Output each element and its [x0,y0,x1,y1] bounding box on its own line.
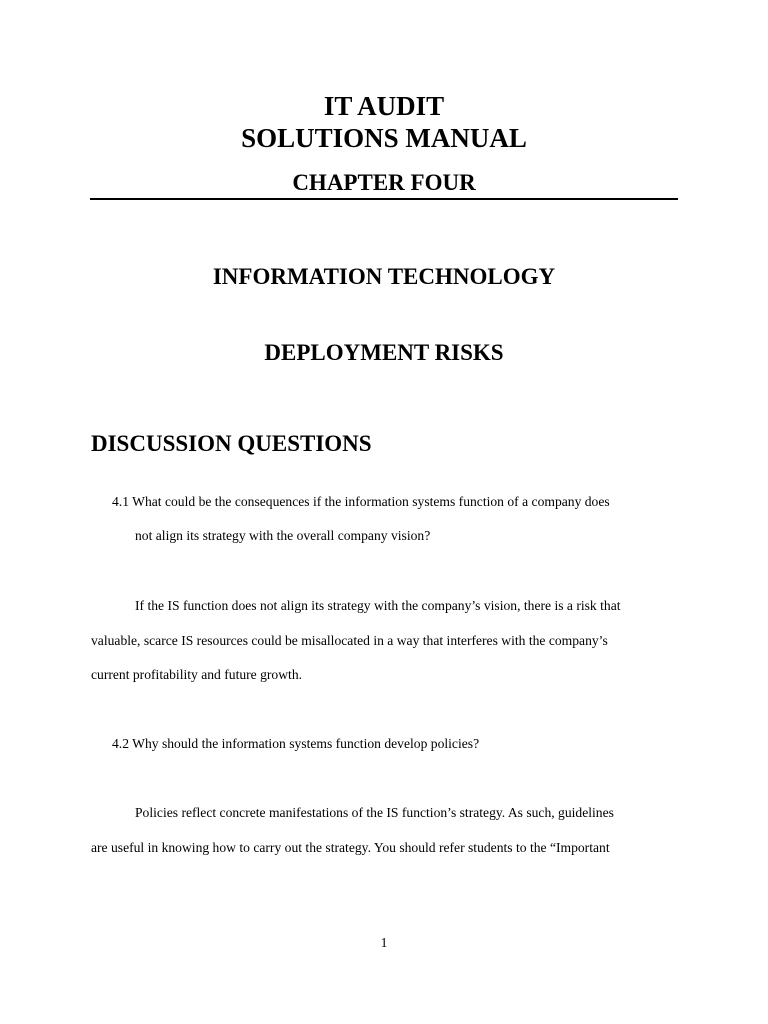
title-divider [90,198,678,200]
subtitle-line-1: INFORMATION TECHNOLOGY [212,264,556,289]
page-number: 1 [380,935,388,950]
question-4-1-line-2: not align its strategy with the overall company vision? [135,528,431,543]
answer-4-1-line-3: current profitability and future growth. [91,667,303,682]
question-4-1-line-1: 4.1 What could be the consequences if the information systems function of a company does [112,494,610,509]
answer-4-2-line-1: Policies reflect concrete manifestations of the IS function’s strategy. As such, guidelines [135,805,614,820]
section-heading: DISCUSSION QUESTIONS [91,431,372,456]
answer-4-1-line-2: valuable, scarce IS resources could be misallocated in a way that interferes with the company’s [91,633,608,648]
answer-4-1-line-1: If the IS function does not align its strategy with the company’s vision, there is a risk that [135,598,621,613]
title-line-2: SOLUTIONS MANUAL [241,123,527,153]
chapter-title: CHAPTER FOUR [292,170,476,195]
subtitle-line-2: DEPLOYMENT RISKS [264,340,504,365]
answer-4-2-line-2: are useful in knowing how to carry out the strategy. You should refer students to the “Important [91,840,610,855]
question-4-2-line-1: 4.2 Why should the information systems function develop policies? [112,736,480,751]
title-line-1: IT AUDIT [323,91,445,121]
